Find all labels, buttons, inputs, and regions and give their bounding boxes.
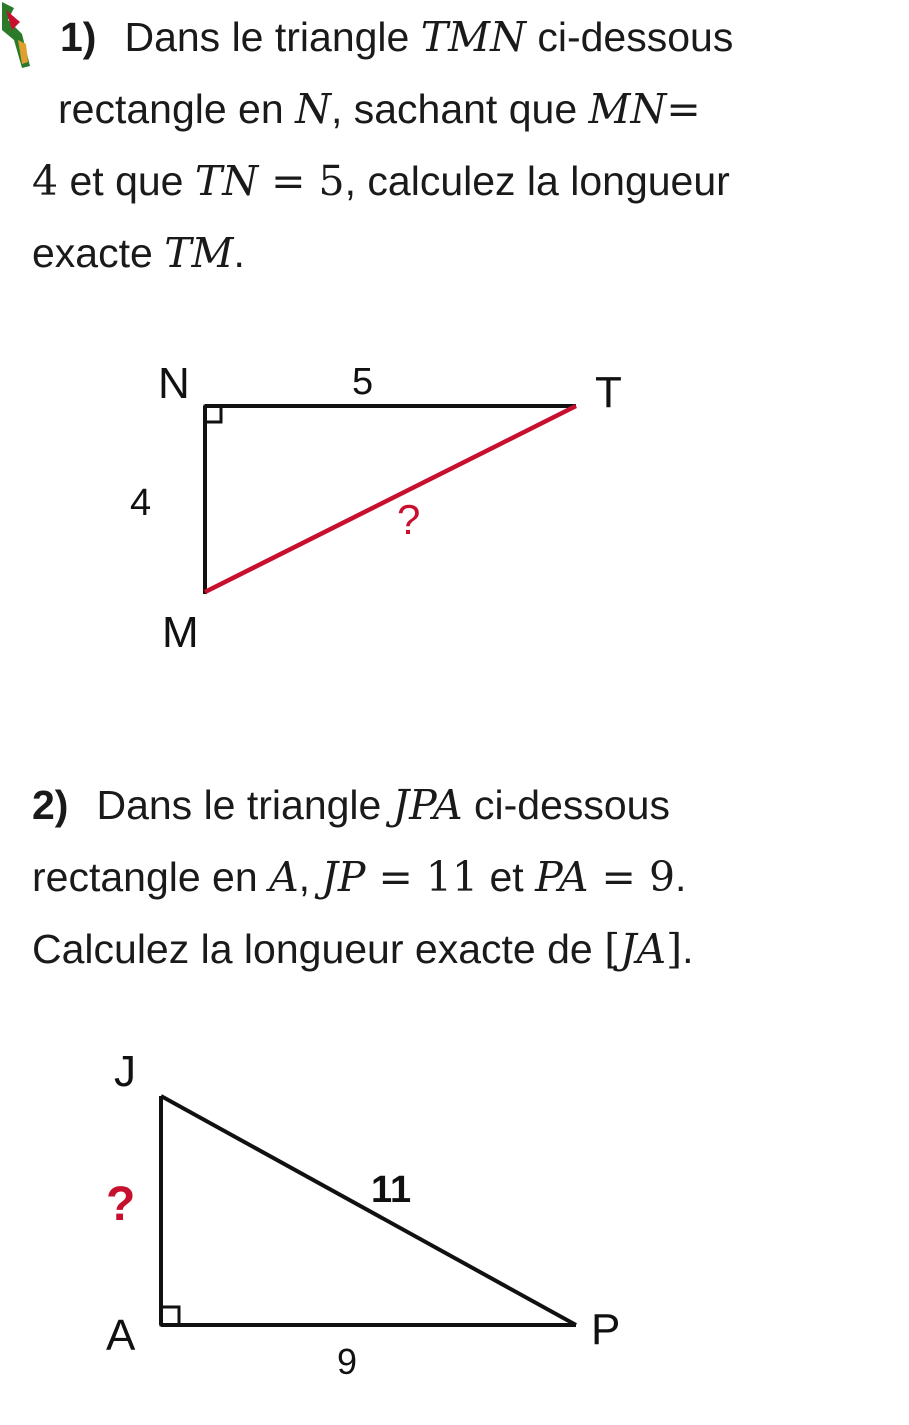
unknown-side-marker: ? (106, 1178, 136, 1231)
exercise-1-line-4: exacte TM. (32, 229, 245, 277)
side-ap-length: 9 (337, 1341, 358, 1382)
exercise-2-line-1: 2) Dans le triangle JPA ci-dessous (32, 781, 670, 829)
triangle-tmn-figure (0, 330, 909, 670)
unknown-side-marker: ? (397, 496, 421, 543)
exercise-1-line-1: 1) Dans le triangle TMN ci-dessous (60, 13, 734, 61)
triangle-jpa-figure (0, 1030, 909, 1410)
side-nm-length: 4 (130, 482, 152, 524)
vertex-j-label: J (114, 1047, 136, 1096)
exercise-2-line-3: Calculez la longueur exacte de [JA]. (32, 925, 694, 973)
side-jp (161, 1096, 576, 1325)
side-tm-unknown (205, 406, 576, 592)
right-angle-marker (161, 1307, 179, 1325)
exercise-2-number: 2) (32, 782, 69, 828)
triangle-name: JPA (392, 781, 463, 829)
exercise-2-line-2: rectangle en A, JP = 11 et PA = 9. (32, 853, 687, 901)
exercise-2-statement (32, 769, 877, 985)
vertex-a-label: A (106, 1311, 136, 1360)
right-angle-marker (205, 406, 221, 422)
side-jp-length: 11 (371, 1169, 412, 1211)
exercise-1-statement (32, 1, 877, 289)
exercise-1-line-3: 4 et que TN = 5, calculez la longueur (32, 157, 730, 205)
exercise-1-line-2: rectangle en N, sachant que MN= (58, 85, 701, 133)
vertex-m-label: M (162, 608, 199, 657)
triangle-name: TMN (420, 13, 526, 61)
vertex-t-label: T (595, 368, 622, 417)
side-nt-length: 5 (352, 361, 374, 403)
exercise-1-number: 1) (60, 14, 97, 60)
vertex-n-label: N (158, 359, 190, 408)
vertex-p-label: P (591, 1305, 621, 1354)
